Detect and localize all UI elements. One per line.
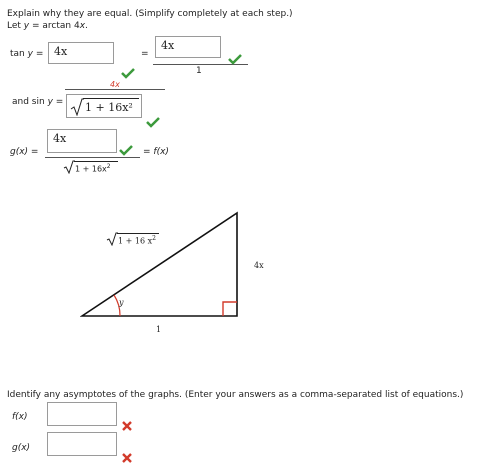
- tan-denominator: 1: [196, 66, 202, 76]
- check-icon: [146, 116, 160, 128]
- tan-input-value: 4x: [54, 45, 68, 58]
- sqrt-vinculum: [83, 98, 139, 99]
- tan-equals: =: [141, 49, 149, 59]
- sin-denominator-input[interactable]: [66, 94, 142, 118]
- check-icon: [228, 53, 242, 65]
- g-denominator: [75, 163, 111, 174]
- adjacent-label: 1: [156, 325, 162, 334]
- instructions-line2: [7, 21, 88, 31]
- x-mark-icon: [121, 452, 133, 464]
- tan-label: [10, 49, 43, 59]
- g-label: g(x) =: [10, 147, 39, 157]
- right-angle-marker: [223, 302, 237, 316]
- sin-prefix: and sin: [12, 97, 45, 107]
- x-mark-icon: [121, 420, 133, 432]
- sin-eq: =: [55, 97, 64, 107]
- tan-input[interactable]: [48, 42, 114, 64]
- g-denominator-text: 1 + 16x: [75, 164, 107, 174]
- hyp-label-exp: 2: [152, 235, 156, 242]
- tan-numerator-input[interactable]: [155, 36, 221, 58]
- hyp-label: [118, 235, 156, 246]
- tan-numerator-value: 4x: [161, 39, 175, 52]
- g-numerator-value: 4x: [53, 132, 67, 145]
- sin-hint-numerator: 4x: [110, 80, 120, 89]
- g-denominator-exp: 2: [106, 163, 111, 170]
- angle-label: y: [119, 298, 124, 307]
- sqrt-icon: [70, 98, 84, 116]
- g-asymptote-input[interactable]: [47, 432, 117, 456]
- hyp-vinculum: [117, 233, 159, 234]
- let-text: Let: [7, 21, 21, 31]
- g-numerator-input[interactable]: [47, 129, 117, 153]
- opposite-label: 4x: [254, 261, 264, 270]
- f-asymptote-input[interactable]: [47, 402, 117, 426]
- instructions-line1: Explain why they are equal. (Simplify completely at each step.): [7, 9, 293, 19]
- sin-denominator-value: 1 + 16x²: [85, 101, 133, 114]
- g-sqrt-vinculum: [74, 161, 118, 162]
- asymptotes-prompt: Identify any asymptotes of the graphs. (Enter your answers as a comma-separated list of equations.): [7, 390, 464, 400]
- sin-fraction-bar: [65, 89, 165, 90]
- tan-var: y: [27, 49, 33, 59]
- let-end: .: [85, 21, 88, 31]
- f-label: f(x): [12, 412, 28, 422]
- check-icon: [121, 67, 135, 79]
- sqrt-icon: [63, 160, 75, 174]
- sin-label: [12, 97, 63, 107]
- let-var: y: [23, 21, 30, 31]
- sqrt-icon: [106, 232, 118, 246]
- check-icon: [119, 144, 133, 156]
- triangle-shape: [82, 213, 237, 316]
- g-asym-label: g(x): [12, 443, 31, 453]
- hyp-label-text: 1 + 16 x: [118, 236, 153, 246]
- right-triangle: [80, 210, 245, 320]
- g-fraction-bar: [45, 157, 140, 158]
- g-equals-fx: = f(x): [143, 147, 169, 157]
- let-x: x: [79, 21, 86, 31]
- let-mid: = arctan 4: [32, 21, 80, 31]
- tan-eq: =: [35, 49, 44, 59]
- sin-var: y: [47, 97, 53, 107]
- tan-fn: tan: [10, 49, 25, 59]
